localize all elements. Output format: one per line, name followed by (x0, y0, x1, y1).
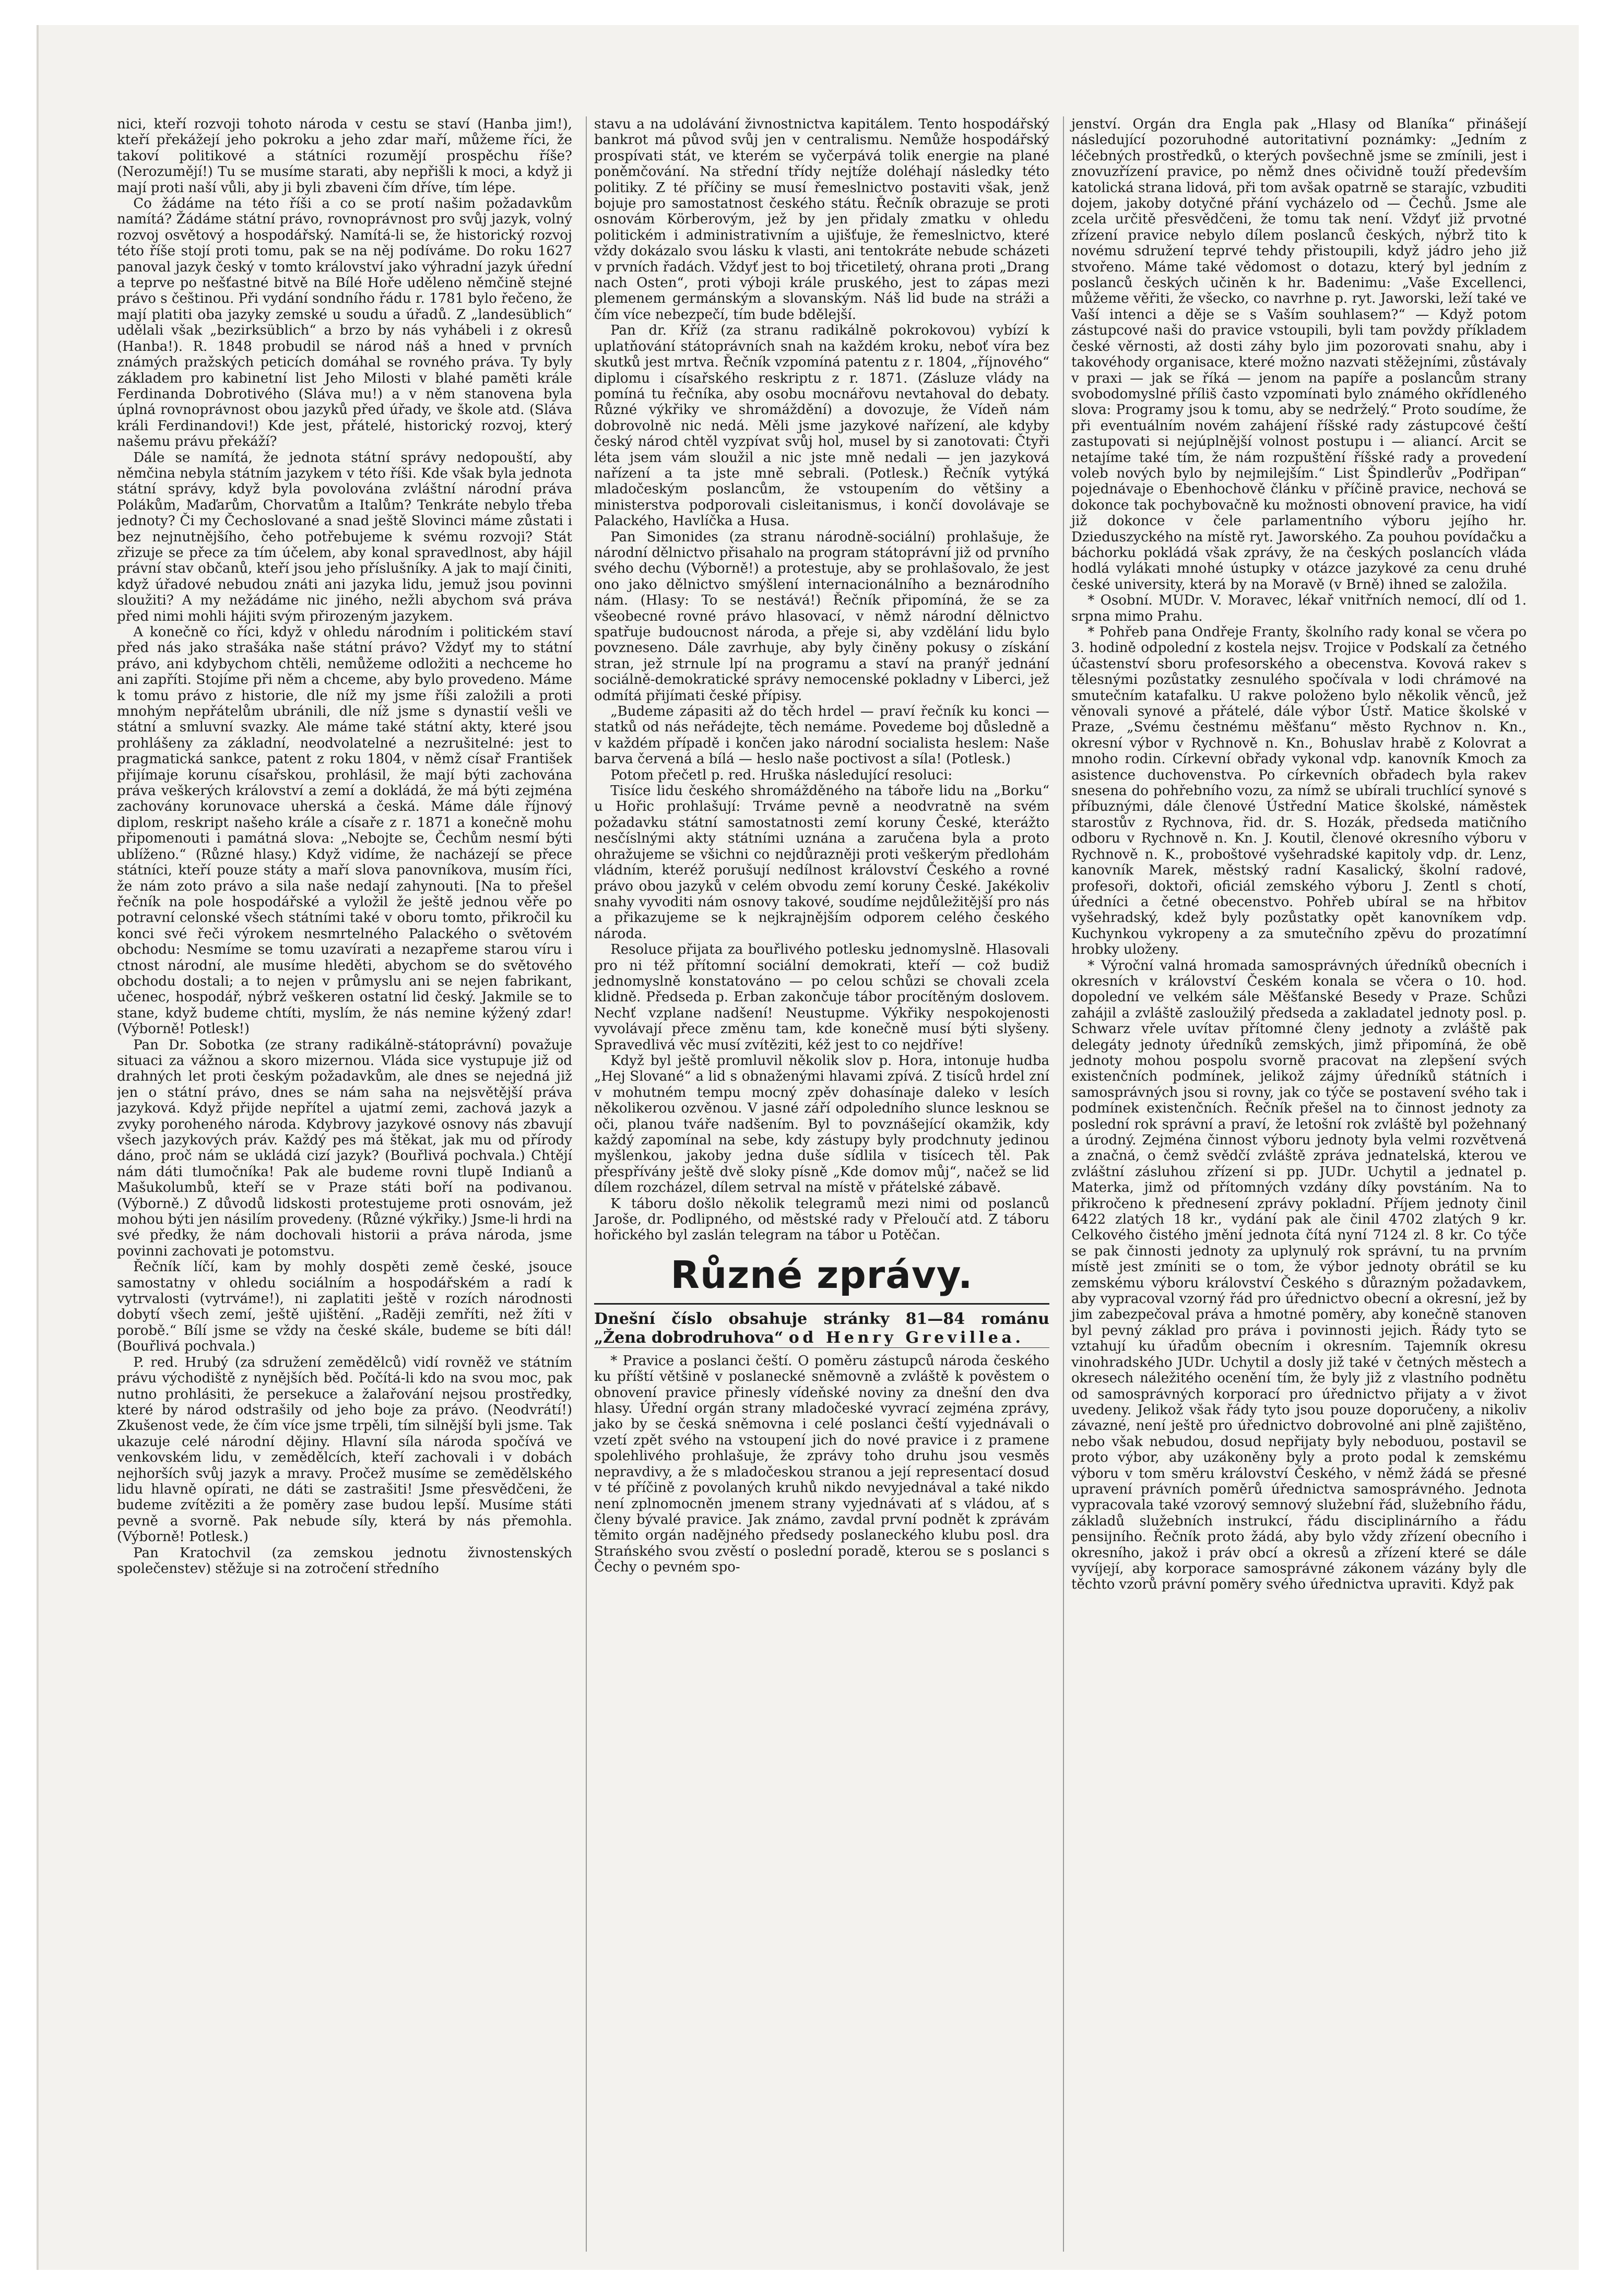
column-3 (1063, 116, 1527, 2252)
column-1 (117, 116, 572, 2252)
notice-text: Dnešní číslo obsahuje stránky 81—84 románu (594, 1309, 1049, 1328)
article-paragraph: Potom přečetl p. red. Hruška následující resoluci: (610, 767, 953, 783)
newspaper-columns (117, 116, 1527, 2252)
article-paragraph: nici, kteří rozvoji tohoto národa v cestu se staví (Hanba jim!), kteří překážejí jeho pokroku a jeho zdar maří, můžeme říci, že takoví politikové a státníci rozumějí prospěchu říše? (Nerozumějí!) Tu se musíme starati, aby nepřišli k moci, a když ji mají proti naší vůli, aby ji byli zbaveni čím dříve, tím lépe. (117, 116, 572, 196)
notice-rule (594, 1347, 1049, 1348)
resolution-text: Tisíce lidu českého shromážděného na táboře lidu na „Borku“ u Hořic prohlašují: Trváme pevně a neodvratně na svém požadavku státní samostatnosti zemí koruny České, kterážto nesčíslnými akty státními uznána a zaručena byla a proto ohražujeme se všichni co nejdůrazněji proti veškerým předlohám vládním, kteréž porušují nedílnost království Českého a rovné právo obou jazyků v celém obvodu zemí koruny České. Jakékoliv snahy vyvoditi nám osnovy takové, soudíme nejdůležitější pro nás a přikazujeme se k nejkrajnějším odporem celého českého národa. (594, 783, 1049, 942)
article-paragraph: Pan Simonides (za stranu národně-sociální) prohlašuje, že národní dělnictvo přisahalo na program státoprávní již od prvního svého dechu (Výborně!) a protestuje, aby se prohlašovalo, že jest ono jako dělnictvo smýšlení internacionálního a beznárodního nám. (Hlasy: To se nestává!) Řečník připomíná, že se za všeobecné rovné právo hlasovací, v němž národní dělnictvo spatřuje budoucnost národa, a přeje si, aby vzdělání lidu bylo povzneseno. Dále zavrhuje, aby byly činěny pokusy o získání stran, jež strnule lpí na programu a staví na pranýř jednání sociálně-demokratické správy nemocenské pokladny v Liberci, jež odmítá přijímati české přípisy. (594, 529, 1049, 704)
news-item: * Osobní. MUDr. V. Moravec, lékař vnitřních nemocí, dlí od 1. srpna mimo Prahu. (1071, 593, 1527, 624)
article-paragraph: Co žádáme na této říši a co se protí našim požadavkům namítá? Žádáme státní právo, rovnoprávnost pro svůj jazyk, volný rozvoj osvětový a hospodářský. Namítá-li se, že historický rozvoj této říše stojí proti tomu, pak se na něj podíváme. Do roku 1627 panoval jazyk český v tomto království jako výhradní jazyk úřední a teprve po nešťastné bitvě na Bílé Hoře uděleno němčině stejné právo s češtinou. Při vydání sondního řádu r. 1781 bylo řečeno, že mají platiti oba jazyky zemské u soudu a úřadů. Z „landesüblich“ udělali však „bezirksüblich“ a brzo by nás vyhábeli i z okresů (Hanba!). R. 1848 probudil se národ náš a hned v prvních známých pražských peticích domáhal se rovného práva. Ty byly základem pro kabinetní list Jeho Milosti v blahé paměti krále Ferdinanda Dobrotivého (Sláva mu!) a v něm stanovena byla úplná rovnoprávnost obou jazyků před úřady, ve škole atd. (Sláva králi Ferdinandovi!) Kde jest, přátelé, historický rozvoj, který našemu právu překáží? (117, 196, 572, 450)
heading-rule (594, 1303, 1049, 1305)
article-paragraph: Dále se namítá, že jednota státní správy nedopouští, aby němčina nebyla státním jazykem v této říši. Kde však byla jednota státní správy, když byla povolována zvláštní národní práva Polákům, Maďarům, Chorvatům a Italům? Tenkráte nebylo třeba jednoty? Či my Čechoslované a snad ještě Slovinci máme zůstati i bez nejnutnějšího, čeho potřebujeme k svému rozvoji? Stát zřizuje se přece za tím účelem, aby konal spravedlnost, aby hájil právní stav občanů, kteří jsou jeho příslušníky. A jak to mají činiti, když úřadové nebudou znáti ani jazyka lidu, jemuž jsou povinni sloužiti? A my nežádáme nic jiného, nežli abychom svá práva před nimi mohli hájiti svým přirozeným jazykem. (117, 449, 572, 624)
article-paragraph: Pan Kratochvil (za zemskou jednotu živnostenských společenstev) stěžuje si na zotročení středního (117, 1545, 572, 1577)
news-item: * Výroční valná hromada samosprávných úředníků obecních i okresních v království Českém konala se včera o 10. hod. dopolední ve velkém sále Měšťanské Besedy v Praze. Schůzi zahájil a zvláště zasloužilý předseda a zakladatel jednoty posl. p. Schwarz vřele uvítav přítomné členy jednoty a zvláště pak delegáty jednoty úředníků zemských, jimž připomíná, že obě jednoty mohou pospolu svorně pracovat na zlepšení svých existenčních podmínek, jelikož zájmy úředníků státních i samosprávných jsou si rovny, jak co týče se postavení svého tak i podmínek existenčních. Řečník přešel na to činnost jednoty za poslední rok správní a praví, že letošní rok zvláště byl požehnaný a úrodný. Zejména činnost výboru jednoty byla velmi rozvětvená a značná, o čemž svědčí zvláště zpráva jednatelská, kterou ve zvláštní zásluhou zřízení si pp. JUDr. Uchytil a jednatel p. Materka, jimž od přítomných vzdány díky povstáním. Na to přikročeno k přednesení zprávy pokladní. Příjem jednoty činil 6422 zlatých 18 kr., vydání pak ale činil 4702 zlatých 9 kr. Celkového čistého jmění jednota čítá nyní 7124 zl. 8 kr. Co týče se pak činnosti jednoty za uplynulý rok správní, tu na prvním místě jest zmíniti se o tom, že výbor jednoty obrátil se ku zemskému výboru království Českého s důrazným požadavkem, aby vypracoval vzorný řád pro úřednictvo obecní a okresní, jež by jim zabezpečoval práva a hmotné poměry, aby konečně stanoven byl pevný základ pro práva i povinnosti jejich. Řády tyto se vztahují ku úřadům obecním i okresním. Tajemník okresu vinohradského JUDr. Uchytil a dosly již také v četných městech a okresech náležitého ocenění tím, že byly již z vlastního podnětu od samosprávných korporací pro úřednictvo přijaty a v život uvedeny. Jelikož však řády tyto jsou pouze doporučeny, a nikoliv závazné, není ještě pro úřednictvo dobrovolné ani plně zajištěno, nebo však nebudou, dosud nepřijaty byly neboduou, postavil se proto výbor, aby uzákoněny byly a proto podal k zemskému výboru v tom směru království Českého, v němž žádá se přesné upravení právních poměrů úřednictva samosprávného. Jednota vypracovala také vzorový semnový služební řád, služebního řádu, základů služebních instrukcí, řádu disciplinárního a řádu pensijního. Řečník proto žádá, aby bylo vždy zřízení obecního i okresního, jakož i práv obcí a okresů a zřízení které se dále vyvíjejí, aby korporace samosprávné zákonem vázány byly dle těchto vzorů právní poměry svého úřednictva upraviti. Když pak (1071, 957, 1527, 1593)
article-paragraph: Když byl ještě promluvil několik slov p. Hora, intonuje hudba „Hej Slované“ a lid s obnaženými hlavami zpívá. Z tisíců hrdel zní v mohutném tempu mocný zpěv dohasínaje daleko v lesích několikerou ozvěnou. V jasné září odpoledního slunce lesknou se oči, planou tváře nadšením. Byl to povznášející okamžik, kdy každý zapomínal na sebe, kdy zástupy byly prodchnuty jedinou myšlenkou, jakoby jedna duše sídlila v tisícech těl. Pak přespřívány ještě dvě sloky písně „Kde domov můj“, načež se lid dílem rozcházel, dílem setrval na místě v přátelské zábavě. (594, 1052, 1049, 1196)
article-paragraph: Řečník líčí, kam by mohly dospěti země české, jsouce samostatny v ohledu sociálním a hospodářském a radí k vytrvalosti (vytrváme!), ni zaplatiti ještě v rozích národnosti dobytí všech zemí, ještě ujištění. „Raději zemříti, než žíti v porobě.“ Bílí jsme se vždy na české skále, budeme se bíti dál! (Bouřlivá pochvala.) (117, 1259, 572, 1355)
novel-title: „Žena dobrodruhova“ (594, 1328, 784, 1347)
section-heading: Různé zprávy. (670, 1252, 973, 1297)
news-item: * Pravice a poslanci čeští. O poměru zástupců národa českého ku příští většině v poslanecké sněmovně a zvláště k pověstem o obnovení pravice přinesly vídeňské noviny za dnešní den dva hlasy. Úřední orgán strany mladočeské vyvrací zejména zprávy, jako by se česká sněmovna i celé poslanci čeští vyjednávali o vzetí zpět svého na vstoupení jich do nové pravice i z pramene spolehlivého prohlašuje, že zprávy toho druhu jsou vesměs nepravdivy, a že s mladočeskou stranou a její representací dosud v té příčině z povolaných kruhů nikdo nevyjednával a také nikdo není zplnomocněn jmenem strany vyjednávati ať s vládou, ať s členy bývalé pravice. Jak známo, zavdal první podnět k zprávám těmito orgán nadějného předsedy poslaneckého klubu posl. dra Strańského svou zvěstí o poslední poradě, kterou se s poslanci s Čechy o pevném spo- (594, 1353, 1049, 1576)
article-paragraph: jenství. Orgán dra Engla pak „Hlasy od Blaníka“ přinášejí následující pozoruhodné autoritativní poznámky: „Jedním z léčebných prostředků, o kterých povšechně jsme se zmínili, jest i znovuzřízení pravice, po němž dnes očividně touží především katolická strana lidová, při tom avšak opatrně se starajíc, vzbuditi dojem, jakoby dotyčné přání vycházelo od — Čechů. Jsme ale zcela určitě přesvědčeni, že tomu tak není. Vždyť již prvotné zřízení pravice nebylo dílem poslanců českých, nýbrž tito k novému sdružení teprvé tehdy přistoupili, když jádro jeho již stvořeno. Máme také vědomost o dotazu, který byl jedním z poslanců českých učiněn k hr. Badenimu: „Vaše Excellenci, můžeme věřiti, že všecko, co navrhne p. ryt. Jaworski, leží také ve Vaší intenci a děje se s Vaším souhlasem?“ — Když potom zástupcové naši do pravice vstoupili, byli tam povždy příkladem české věrnosti, až dosti záhy bylo jim pozorovati snahu, aby i takovéhody organisace, které možno nazvati stěžejními, zůstávaly v praxi — jak se říká — jenom na papíře a poslancům strany svobodomyslné příliš často vzpomínati bylo známého okřídleného slova: Programy jsou k tomu, aby se nedrželý.“ Proto soudíme, že při eventuálním novém zahájení říšské rady zástupcové čeští zastupovati si nejúplnější volnost postupu i — aliancí. Arcit se netajíme také tím, že nám rozpuštění říšské rady a provedení voleb nových bylo by nejmilejším.“ List Špindlerův „Podřipan“ pojednávaje o Ebenhochově článku v příčině pravice, nechová se dokonce tak pochybovačně ku možnosti obnovení pravice, ha vidí již dokonce v čele parlamentního výboru jejího hr. Dzieduszyckého na místě ryt. Jaworského. Za pouhou povídačku a báchorku pokládá však zprávy, že na českých poslancích vláda hodlá vylákati mnohé ústupky v otázce jazykové za cenu druhé české university, která by na Moravě (v Brně) ihned se založila. (1071, 116, 1527, 593)
column-2 (586, 116, 1049, 2252)
article-paragraph: A konečně co říci, když v ohledu národním i politickém staví před nás jako strašáka naše státní právo? Vždyť my to státní právo, ani kdybychom chtěli, nemůžeme odložiti a nechceme ho ani zapříti. Stojíme při něm a chceme, aby bylo provedeno. Máme k tomu právo z historie, dle níž my jsme říši založili a proti mnohým nepřátelům ubránili, dle níž jsme s dynastií vešli ve státní a smluvní svazky. Ale máme také státní akty, které jsou prohlášeny za základní, neodvolatelné a nezrušitelné: jest to pragmatická sankce, patent z roku 1804, v němž císař František přijímaje korunu císařskou, prohlásil, že mají býti zachována práva veškerých království a zemí a dokládá, že má býti zejména zachovány korunovace uherská a česká. Máme dále říjnový diplom, reskript našeho krále a císaře z r. 1871 a konečně mohu připomenouti i památná slova: „Nebojte se, Čechům nesmí býti ublíženo.“ (Různé hlasy.) Když vidíme, že nacházejí se přece státníci, kteří pouze státy a maří slova panovníkova, musím říci, že nám zoto právo a sila naše nedají zahynouti. [Na to přešel řečník na pole hospodářské a vyložil že ještě jednou věře po potravní celonské všech státními také v oboru tomto, přikročil ku konci své řeči výrokem nesmrtelného Palackého o světovém obchodu: Nesmíme se tomu uzavírati a nezapřeme starou víru i ctnost národní, ale musíme hleděti, abychom se do světového obchodu dostali; a to nejen v průmyslu ani se nejen fabrikant, učenec, hospodář, nýbrž veškeren ostatní lid český. Jakmile se to stane, když budeme chtíti, myslím, že nás nemine kýžený zdar! (Výborně! Potlesk!) (117, 624, 572, 1037)
serial-novel-notice (594, 1310, 1049, 1347)
article-paragraph: K táboru došlo několik telegramů mezi nimi od poslanců Jaroše, dr. Podlipného, od městské rady v Přeloučí atd. Z táboru hořického byl zaslán telegram na tábor u Potěčan. (594, 1196, 1049, 1244)
article-paragraph: Pan dr. Kříž (za stranu radikálně pokrokovou) vybízí k uplatňování státoprávních snah na každém kroku, neboť víra bez skutků jest mrtva. Řečník vzpomíná patentu z r. 1804, „říjnového“ diplomu i císařského reskriptu z r. 1871. (Zásluze vlády na pomíná tu řečníka, aby osobu mocnářovu nevtahoval do debaty. Různé výkřiky ve shromáždění) a dovozuje, že Vídeň nám dobrovolně nic nedá. Měli jsme jazykové nařízení, ale kdyby český národ chtěl vyzpívat svůj hol, musel by si zanotovati: Čtyři léta jsem vám sloužil a nic jste mně nedali — jen jazyková nařízení a ta jste mně sebrali. (Potlesk.) Řečník vytýká mladočeským poslancům, že vstoupením do většiny a ministerstva podporovali cisleitanismus, i končí dovolávaje se Palackého, Havlíčka a Husa. (594, 323, 1049, 529)
article-paragraph: Pan Dr. Sobotka (ze strany radikálně-státoprávní) považuje situaci za vážnou a skoro mizernou. Vláda sice vystupuje již od drahných let proti českým požadavkům, ale dnes se nejedná již jen o státní právo, dnes se nám saha na nejsvětější práva jazyková. Když přijde nepřítel a ujatmí zemi, zachová jazyk a zvyky poroheného národa. Kdybrovy jazykové osnovy nás zbavují všech jazykových práv. Každý pes má štěkat, jak mu od přírody dáno, proč nám se ukládá cizí jazyk? (Bouřlivá pochvala.) Chtějí nám dáti tlumočníka! Pak ale budeme rovni tlupě Indianů a Mašukolumbů, kteří se v Praze státi boří na podivanou. (Výborně.) Z důvodů lidskosti protestujeme proti osnovám, jež mohou býti jen násilím provedeny. (Různé výkřiky.) Jsme-li hrdi na své předky, že nám dochovali historii a práva národa, jsme povinni zachovati je potomstvu. (117, 1037, 572, 1259)
scanned-newspaper-page (37, 25, 1579, 2270)
article-paragraph: „Budeme zápasiti až do těch hrdel — praví řečník ku konci — statků od nás neřádejte, těch nemáme. Povedeme boj důsledně a v každém případě i končen jako národní socialista heslem: Naše barva červená a bílá — heslo naše poctivost a síla! (Potlesk.) (594, 704, 1049, 767)
novel-author: od Henry Grevillea. (788, 1328, 1024, 1347)
article-paragraph: stavu a na udolávání živnostnictva kapitálem. Tento hospodářský bankrot má původ svůj jen v centralismu. Nemůže hospodářský prospívati stát, ve kterém se vyčerpává tolik energie na plané poněmčování. Na střední třídy nejtíže doléhají následky této politiky. Z té příčiny se musí řemeslnictvo postaviti však, jenž bojuje pro samostatnost českého státu. Řečník obrazuje se proti osnovám Körberovým, jež by jen přidaly zmatku v ohledu politickém i administrativním a ujišťuje, že řemeslnictvo, které vždy dokázalo svou lásku k vlasti, ani tentokráte nebude scházeti v prvních řadách. Vždyť jest to boj třicetiletý, ohrana proti „Drang nach Osten“, proti výboji krále pruského, jest to zápas mezi plemenem germánským a slovanským. Náš lid bude na stráži a čím více nebezpečí, tím bude bdělejší. (594, 116, 1049, 323)
news-item: * Pohřeb pana Ondřeje Franty, školního rady konal se včera po 3. hodině odpolední z kostela nejsv. Trojice v Podskalí za četného účastenství sboru profesorského a obecenstva. Kovová rakev s tělesnými pozůstatky zesnulého spočívala v lodi chrámové na smutečním katafalku. U rakve položeno bylo několik věnců, jež věnovali synové a přátelé, dále výbor Ústř. Matice školské v Praze, „Svému čestnému měšťanu“ město Rychnov n. Kn., okresní výbor v Rychnově n. Kn., Bohuslav hrabě z Kolovrat a mnoho rodin. Církevní obřady vykonal vdp. kanovník Kmoch za asistence duchovenstva. Po církevních obřadech byla rakev snesena do pohřebního vozu, za nímž se ubírali truchlící synové s příbuznými, dále členové Ústřední Matice školské, náměstek starostův z Rychnova, řid. dr. S. Hozák, předseda matičního odboru v Rychnově n. Kn. J. Koutil, členové okresního výboru v Rychnově n. K., proboštové vyšehradské kapitoly vdp. dr. Lenz, kanovník Marek, městský radní Kasalický, školní radové, profesoři, doktoři, oficiál zemského výboru J. Zentl s chotí, úředníci a četné obecenstvo. Pohřeb ubíral se na hřbitov vyšehradský, kdež byly pozůstatky opět kanovníkem vdp. Kuchynkou vykropeny a za smutečního zpěvu do prozatímní hrobky uloženy. (1071, 624, 1527, 958)
article-paragraph: Resoluce přijata za bouřlivého potlesku jednomyslně. Hlasovali pro ni též přítomní sociální demokrati, kteří — což budiž jednomyslně konstatováno — po celou schůzi se chovali zcela klidně. Předseda p. Erban zakončuje tábor procítěným doslovem. Nechť vzplane nadšení! Neustupme. Výkřiky nespokojenosti vyvolávají přece změnu tam, kde konečně musí býti slyšeny. Spravedlivá věc musí zvítěziti, kéž jest to co nejdříve! (594, 942, 1049, 1053)
article-paragraph: P. red. Hrubý (za sdružení zemědělců) vidí rovněž ve státním právu východiště z nynějších běd. Počítá-li kdo na svou moc, pak nutno prohlásiti, že persekuce a žalařování nejsou prostředky, které by národ odstrašily od jeho boje za právo. (Neodvrátí!) Zkušenost vede, že čím více jsme trpěli, tím silnější byli jsme. Tak ukazuje celé národní dějiny. Hlavní síla národa spočívá ve venkovském lidu, v zemědělcích, kteří zachovali i v dobách nejhorších svůj jazyk a mravy. Pročež musíme se zemědělského lidu hlavně opírati, ne dáti se zastrašiti! Jsme přesvědčeni, že budeme zvítěziti a že poměry zase budou lepší. Musíme státi pevně a svorně. Pak nebude síly, která by nás přemohla. (Výborně! Potlesk.) (117, 1354, 572, 1545)
